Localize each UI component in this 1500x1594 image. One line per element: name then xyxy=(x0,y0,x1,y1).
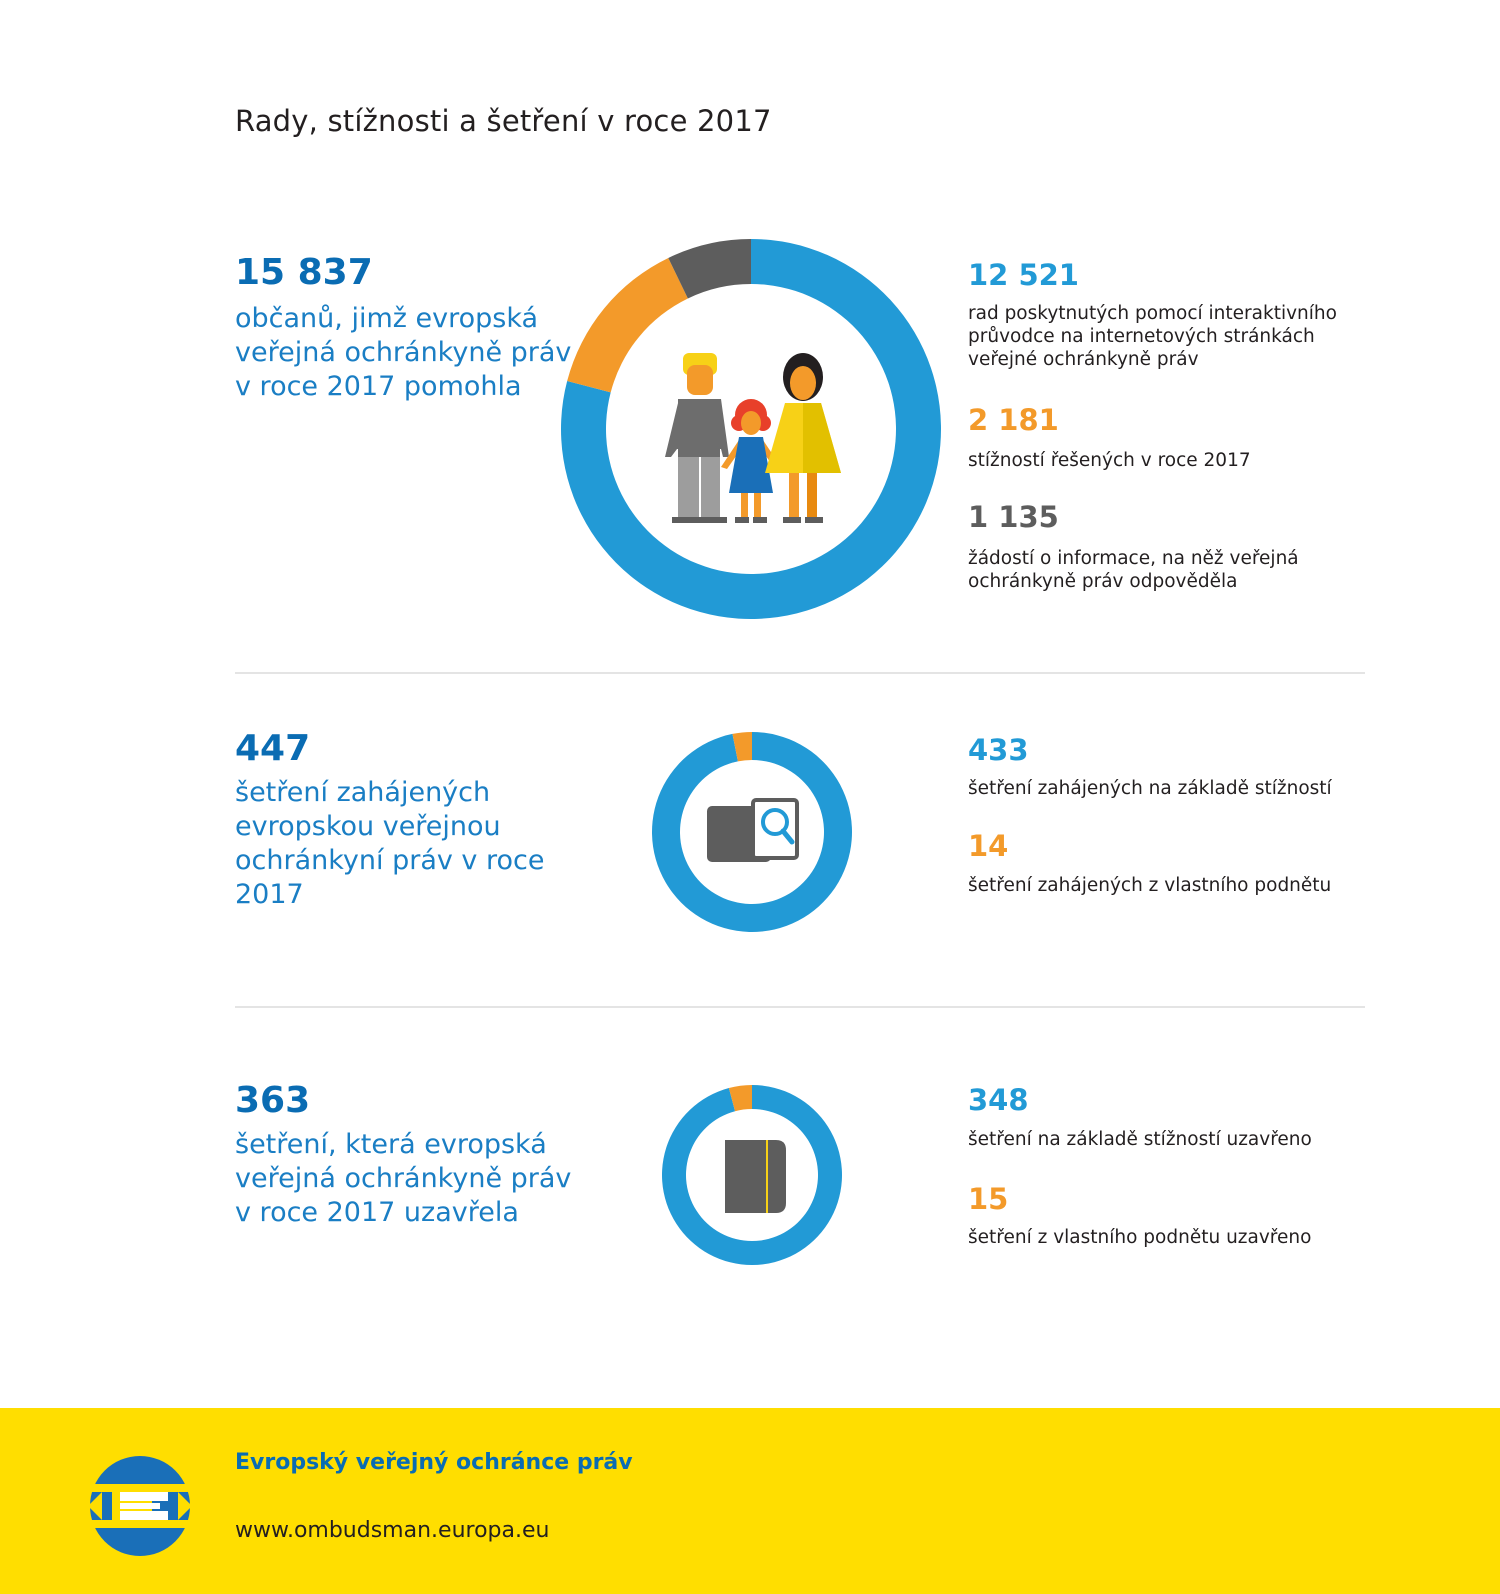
footer-website-link[interactable]: www.ombudsman.europa.eu xyxy=(235,1518,550,1543)
donut-chart-2 xyxy=(650,730,854,934)
section-divider xyxy=(235,1006,1365,1008)
stat-3-1-value: 348 xyxy=(968,1083,1029,1117)
ombudsman-logo-icon xyxy=(88,1454,192,1558)
section-divider xyxy=(235,672,1365,674)
donut-chart-1 xyxy=(561,239,941,619)
stat-1-1-value: 12 521 xyxy=(968,258,1079,292)
section-1-description: občanů, jimž evropská veřejná ochránkyně práv v roce 2017 pomohla xyxy=(235,303,572,402)
stat-1-1-label: rad poskytnutých pomocí interaktivního průvodce na internetových stránkách veřejné ochránkyně práv xyxy=(968,303,1337,370)
stat-2-2-label: šetření zahájených z vlastního podnětu xyxy=(968,875,1332,896)
stat-1-3-label: žádostí o informace, na něž veřejná ochránkyně práv odpověděla xyxy=(968,548,1299,592)
stat-1-3-value: 1 135 xyxy=(968,500,1059,534)
folder-search-icon xyxy=(707,800,797,862)
section-3-total: 363 xyxy=(235,1080,311,1121)
stat-3-2-value: 15 xyxy=(968,1182,1009,1216)
stat-2-1-label: šetření zahájených na základě stížností xyxy=(968,778,1332,799)
family-icon xyxy=(665,353,841,523)
stat-1-2-value: 2 181 xyxy=(968,403,1059,437)
footer xyxy=(0,1408,1500,1594)
stat-2-2-value: 14 xyxy=(968,829,1009,863)
closed-folder-icon xyxy=(725,1140,786,1213)
section-2-total: 447 xyxy=(235,728,311,769)
donut-chart-3 xyxy=(660,1083,844,1267)
stat-3-1-label: šetření na základě stížností uzavřeno xyxy=(968,1129,1312,1150)
page-title: Rady, stížnosti a šetření v roce 2017 xyxy=(235,104,772,138)
stat-1-2-label: stížností řešených v roce 2017 xyxy=(968,450,1251,471)
stat-2-1-value: 433 xyxy=(968,733,1029,767)
section-2-description: šetření zahájených evropskou veřejnou ochránkyní práv v roce 2017 xyxy=(235,777,545,910)
footer-organization-name: Evropský veřejný ochránce práv xyxy=(235,1450,633,1475)
donut-1-segment-2 xyxy=(567,258,688,392)
section-3-description: šetření, která evropská veřejná ochránkyně práv v roce 2017 uzavřela xyxy=(235,1129,572,1228)
stat-3-2-label: šetření z vlastního podnětu uzavřeno xyxy=(968,1227,1312,1248)
section-1-total: 15 837 xyxy=(235,252,373,293)
